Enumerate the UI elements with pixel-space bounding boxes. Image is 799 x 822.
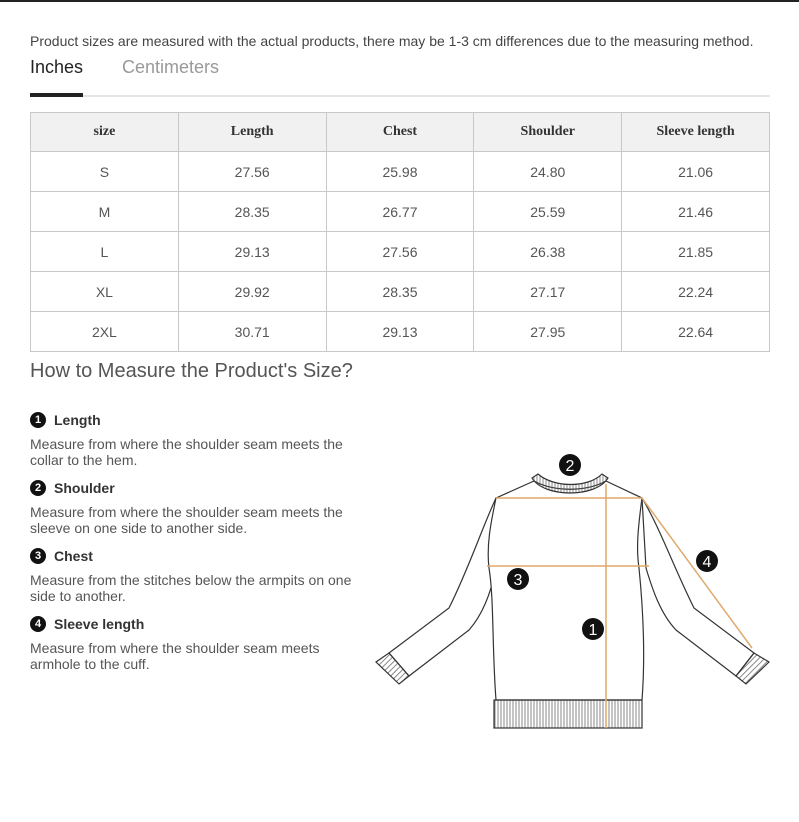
- measurement-note: Product sizes are measured with the actual products, there may be 1-3 cm differences due to the measuring method.: [30, 33, 754, 49]
- sweater-outline: [376, 474, 769, 728]
- table-cell: 29.92: [178, 272, 326, 312]
- table-cell: 21.06: [622, 152, 770, 192]
- marker-4-label: 4: [702, 554, 712, 571]
- header-chest: Chest: [326, 113, 474, 152]
- step-title: Sleeve length: [54, 616, 145, 632]
- step-description: Measure from where the shoulder seam meets the collar to the hem.: [30, 436, 343, 468]
- table-cell: 25.98: [326, 152, 474, 192]
- table-cell: 28.35: [326, 272, 474, 312]
- header-sleeve-length: Sleeve length: [622, 113, 770, 152]
- table-header-row: [31, 113, 770, 152]
- table-row: [31, 192, 770, 232]
- table-cell: 25.59: [474, 192, 622, 232]
- step-chest: [30, 546, 360, 611]
- step-shoulder: [30, 478, 360, 543]
- table-cell: 2XL: [31, 312, 179, 352]
- step-sleeve-length: [30, 614, 360, 679]
- step-title: Length: [54, 412, 101, 428]
- table-row: [31, 312, 770, 352]
- table-cell: 27.56: [326, 232, 474, 272]
- table-row: [31, 272, 770, 312]
- header-size: size: [31, 113, 179, 152]
- step-number-icon: 4: [30, 616, 46, 632]
- top-border: [0, 0, 799, 2]
- tab-centimeters[interactable]: [122, 57, 219, 78]
- table-cell: 27.95: [474, 312, 622, 352]
- table-cell: 27.17: [474, 272, 622, 312]
- marker-1-label: 1: [588, 622, 598, 639]
- table-cell: 26.38: [474, 232, 622, 272]
- table-cell: 22.64: [622, 312, 770, 352]
- unit-tabs: [30, 57, 770, 98]
- header-shoulder: Shoulder: [474, 113, 622, 152]
- table-cell: 24.80: [474, 152, 622, 192]
- table-cell: L: [31, 232, 179, 272]
- size-table: [30, 112, 770, 352]
- step-description: Measure from where the shoulder seam meets armhole to the cuff.: [30, 640, 320, 672]
- table-cell: 21.46: [622, 192, 770, 232]
- sweater-diagram: [374, 448, 772, 734]
- table-cell: 26.77: [326, 192, 474, 232]
- table-cell: 27.56: [178, 152, 326, 192]
- table-cell: M: [31, 192, 179, 232]
- table-cell: 28.35: [178, 192, 326, 232]
- table-cell: 29.13: [178, 232, 326, 272]
- table-row: [31, 152, 770, 192]
- tab-centimeters-label: Centimeters: [122, 57, 220, 77]
- step-number-icon: 2: [30, 480, 46, 496]
- step-title: Chest: [54, 548, 93, 564]
- tabs-divider: [30, 95, 770, 97]
- tab-inches-label: Inches: [30, 57, 84, 77]
- table-row: [31, 232, 770, 272]
- measure-steps: [30, 410, 360, 682]
- table-cell: XL: [31, 272, 179, 312]
- table-cell: 22.24: [622, 272, 770, 312]
- table-cell: S: [31, 152, 179, 192]
- marker-3-label: 3: [513, 572, 523, 589]
- tab-inches[interactable]: [30, 57, 83, 78]
- table-cell: 21.85: [622, 232, 770, 272]
- how-to-measure-title: How to Measure the Product's Size?: [30, 360, 353, 382]
- step-length: [30, 410, 360, 475]
- step-number-icon: 3: [30, 548, 46, 564]
- step-description: Measure from the stitches below the armpits on one side to another.: [30, 572, 352, 604]
- table-cell: 30.71: [178, 312, 326, 352]
- step-number-icon: 1: [30, 412, 46, 428]
- step-description: Measure from where the shoulder seam meets the sleeve on one side to another side.: [30, 504, 343, 536]
- header-length: Length: [178, 113, 326, 152]
- step-title: Shoulder: [54, 480, 115, 496]
- active-tab-indicator: [30, 93, 83, 97]
- table-cell: 29.13: [326, 312, 474, 352]
- marker-2-label: 2: [565, 458, 575, 475]
